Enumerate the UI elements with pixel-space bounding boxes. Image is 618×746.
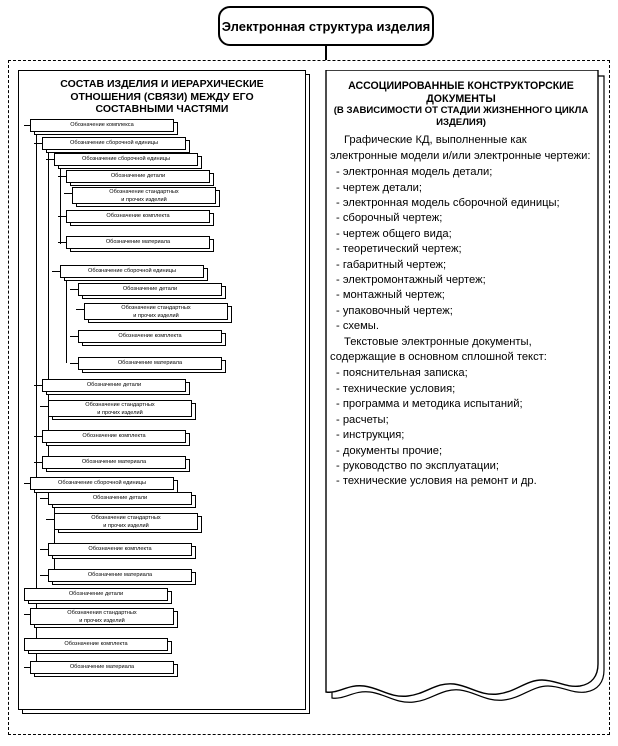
right-header-main: АССОЦИИРОВАННЫЕ КОНСТРУКТОРСКИЕ ДОКУМЕНТЫ	[348, 80, 574, 105]
tree-node[interactable]	[42, 430, 186, 443]
tree-node-label: Обозначение сборочной единицы	[70, 140, 158, 146]
tree-connector-horizontal	[40, 498, 48, 499]
tree-node[interactable]	[30, 477, 174, 490]
graphic-document-item: - габаритный чертеж;	[336, 258, 447, 271]
tree-node[interactable]	[42, 456, 186, 469]
text-document-item: - пояснительная записка;	[336, 367, 468, 380]
tree-node-label: и прочих изделий	[121, 196, 167, 203]
left-header-line-3: СОСТАВНЫМИ ЧАСТЯМИ	[95, 103, 229, 115]
graphic-document-item: - чертеж детали;	[336, 181, 423, 194]
tree-node-label: Обозначение материала	[117, 360, 183, 366]
tree-connector-vertical	[36, 132, 37, 594]
tree-node[interactable]	[78, 330, 222, 343]
tree-node[interactable]	[30, 608, 174, 625]
tree-node[interactable]	[72, 187, 216, 204]
tree-node[interactable]	[78, 283, 222, 296]
tree-node-label: Обозначение материала	[105, 239, 171, 245]
associated-documents-content	[330, 80, 592, 692]
graphic-document-item: - монтажный чертеж;	[336, 289, 445, 302]
graphic-document-item: - электромонтажный чертеж;	[336, 274, 486, 287]
tree-node[interactable]	[54, 153, 198, 166]
tree-node-label: и прочих изделий	[79, 617, 125, 624]
tree-node-label: Обозначение комплекта	[82, 433, 146, 439]
tree-node-label: Обозначение комплекта	[88, 546, 152, 552]
tree-node-label: Обозначение стандартных	[85, 402, 155, 408]
tree-node-label: Обозначение сборочной единицы	[58, 480, 146, 486]
tree-connector-vertical	[66, 279, 67, 363]
text-docs-intro: Текстовые электронные документы, содержащие в основном сплошной текст:	[330, 335, 547, 364]
text-document-item: - инструкция;	[336, 429, 405, 442]
tree-connector-horizontal	[40, 575, 48, 576]
tree-connector-horizontal	[46, 519, 54, 520]
tree-node[interactable]	[48, 569, 192, 582]
tree-connector-horizontal	[40, 549, 48, 550]
tree-node[interactable]	[48, 400, 192, 417]
tree-connector-horizontal	[40, 406, 48, 407]
tree-node-label: Обозначение комплекта	[64, 641, 128, 647]
right-panel-header	[330, 80, 592, 128]
tree-node[interactable]	[54, 513, 198, 530]
graphic-document-item: - чертеж общего вида;	[336, 227, 452, 240]
tree-node-label: Обозначение детали	[68, 591, 124, 597]
tree-node[interactable]	[48, 492, 192, 505]
tree-node[interactable]	[24, 588, 168, 601]
graphic-docs-intro: Графические КД, выполненные как электронные модели и/или электронные чертежи:	[330, 134, 591, 162]
tree-node[interactable]	[42, 379, 186, 392]
text-document-item: - руководство по эксплуатации;	[336, 459, 499, 472]
tree-node[interactable]	[84, 303, 228, 320]
tree-connector-vertical	[60, 166, 61, 244]
left-panel-header	[26, 78, 298, 116]
tree-connector-horizontal	[70, 336, 78, 337]
text-document-item: - технические условия на ремонт и др.	[336, 475, 537, 488]
tree-node-label: Обозначение материала	[81, 459, 147, 465]
tree-node-label: Обозначение материала	[87, 572, 153, 578]
tree-node-label: Обозначение детали	[86, 382, 142, 388]
graphic-document-item: - упаковочный чертеж;	[336, 304, 453, 317]
tree-node[interactable]	[48, 543, 192, 556]
tree-node-label: и прочих изделий	[133, 312, 179, 319]
tree-connector-horizontal	[34, 143, 42, 144]
graphic-documents-list	[330, 165, 592, 334]
text-document-item: - расчеты;	[336, 413, 389, 426]
graphic-document-item: - электронная модель сборочной единицы;	[336, 197, 560, 209]
tree-node[interactable]	[66, 170, 210, 183]
text-document-item: - документы прочие;	[336, 444, 443, 457]
graphic-document-item: - схемы.	[336, 320, 379, 333]
tree-connector-horizontal	[58, 216, 66, 217]
tree-connector-horizontal	[34, 462, 42, 463]
tree-node-label: Обозначение комплекса	[70, 122, 134, 128]
page-title-text: Электронная структура изделия	[221, 18, 431, 34]
tree-node-label: Обозначение детали	[92, 495, 148, 501]
right-header-sub: (В ЗАВИСИМОСТИ ОТ СТАДИИ ЖИЗНЕННОГО ЦИКЛА ИЗДЕЛИЯ)	[333, 105, 589, 128]
tree-node[interactable]	[30, 661, 174, 674]
tree-node-label: Обозначение сборочной единицы	[82, 156, 170, 162]
tree-connector-horizontal	[34, 385, 42, 386]
tree-node-label: Обозначения стандартных	[67, 610, 137, 616]
tree-connector-horizontal	[70, 289, 78, 290]
tree-node-label: Обозначение стандартных	[121, 305, 191, 311]
tree-node-label: и прочих изделий	[103, 522, 149, 529]
tree-node-label: Обозначение стандартных	[91, 515, 161, 521]
left-header-line-1: СОСТАВ ИЗДЕЛИЯ И ИЕРАРХИЧЕСКИЕ	[60, 78, 264, 90]
tree-node[interactable]	[66, 210, 210, 223]
graphic-document-item: - теоретический чертеж;	[336, 243, 462, 256]
left-header-line-2: ОТНОШЕНИЯ (СВЯЗИ) МЕЖДУ ЕГО	[70, 90, 254, 103]
tree-connector-horizontal	[58, 242, 66, 243]
tree-node[interactable]	[60, 265, 204, 278]
tree-node-label: Обозначение стандартных	[109, 189, 179, 195]
tree-node-label: Обозначение комплекта	[118, 333, 182, 339]
tree-node-label: Обозначение детали	[122, 286, 178, 292]
graphic-document-item: - сборочный чертеж;	[336, 212, 443, 225]
tree-connector-horizontal	[76, 309, 84, 310]
tree-node[interactable]	[24, 638, 168, 651]
title-connector-line	[325, 46, 327, 60]
tree-connector-horizontal	[34, 436, 42, 437]
tree-connector-horizontal	[52, 271, 60, 272]
tree-node[interactable]	[78, 357, 222, 370]
tree-node-label: Обозначение материала	[69, 664, 135, 670]
tree-node[interactable]	[30, 119, 174, 132]
tree-connector-horizontal	[64, 193, 72, 194]
tree-node-label: Обозначение комплекта	[106, 213, 170, 219]
tree-node-label: и прочих изделий	[97, 409, 143, 416]
text-documents-list	[330, 366, 592, 489]
graphic-document-item: - электронная модель детали;	[336, 166, 493, 179]
text-document-item: - технические условия;	[336, 382, 456, 395]
tree-connector-horizontal	[58, 176, 66, 177]
tree-node-label: Обозначение сборочной единицы	[88, 268, 176, 274]
tree-connector-horizontal	[46, 159, 54, 160]
page-title	[218, 6, 434, 46]
tree-connector-horizontal	[70, 363, 78, 364]
tree-node[interactable]	[66, 236, 210, 249]
tree-node[interactable]	[42, 137, 186, 150]
tree-node-label: Обозначение детали	[110, 173, 166, 179]
text-document-item: - программа и методика испытаний;	[336, 398, 523, 411]
